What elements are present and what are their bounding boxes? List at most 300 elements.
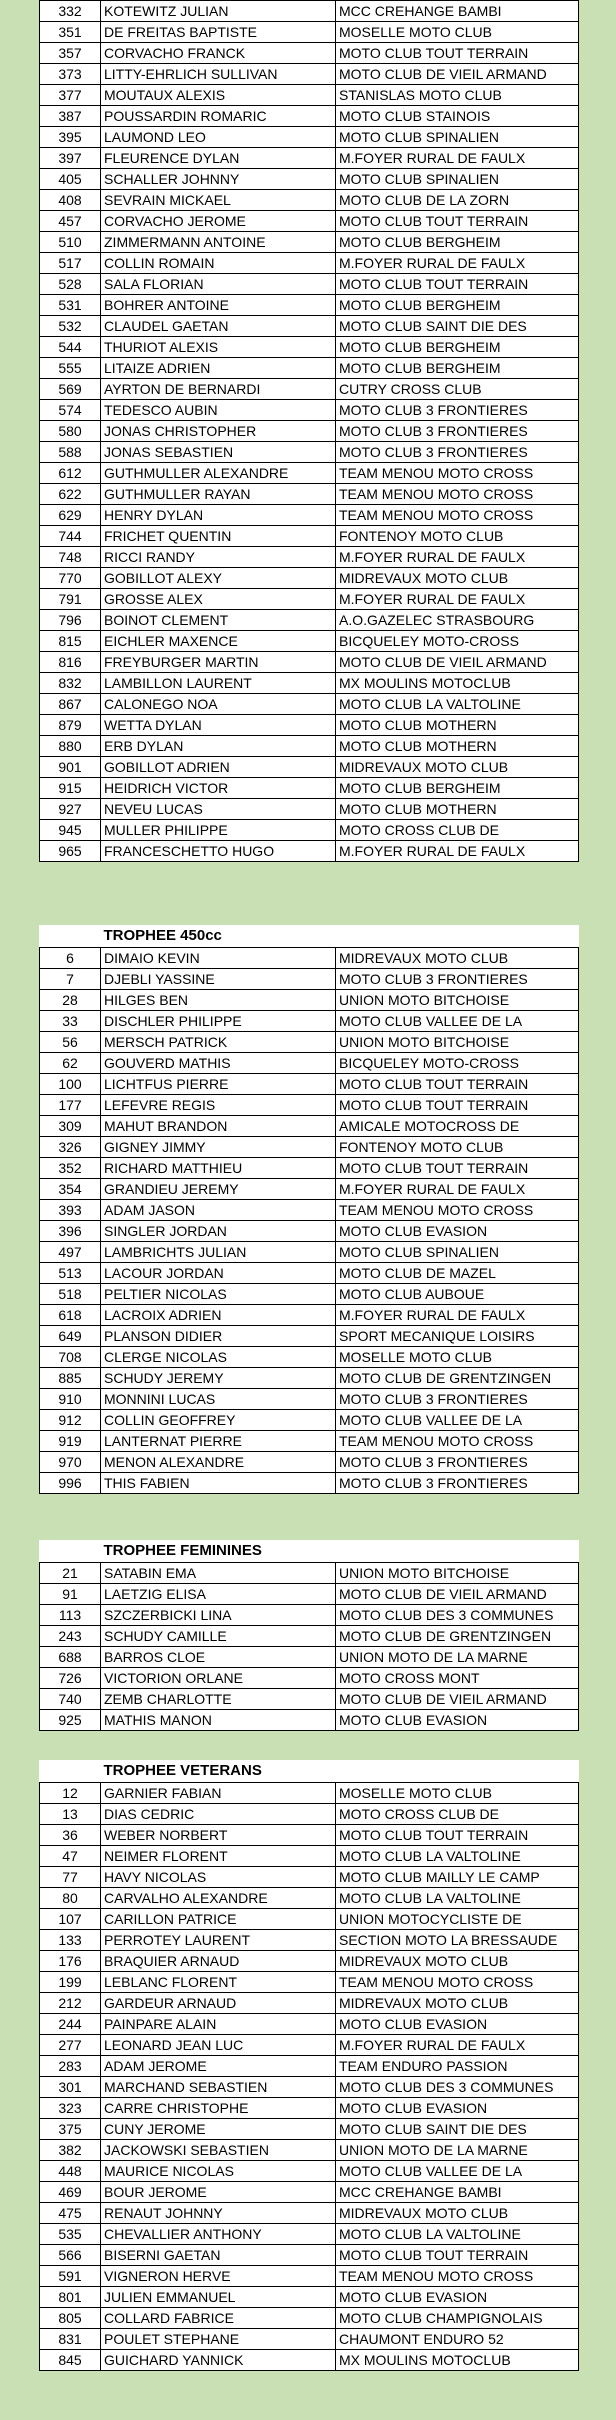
table-row	[40, 421, 579, 442]
rider-name: MAHUT BRANDON	[101, 1116, 336, 1137]
rider-name: DIMAIO KEVIN	[101, 948, 336, 969]
rider-number: 618	[40, 1305, 101, 1326]
rider-number: 408	[40, 190, 101, 211]
table-row	[40, 1095, 579, 1116]
rider-table	[39, 0, 579, 862]
rider-number: 740	[40, 1689, 101, 1710]
rider-number: 569	[40, 379, 101, 400]
rider-club: M.FOYER RURAL DE FAULX	[336, 2035, 579, 2056]
rider-club: MOTO CLUB MOTHERN	[336, 715, 579, 736]
table-row	[40, 610, 579, 631]
rider-name: KOTEWITZ JULIAN	[101, 1, 336, 22]
rider-club: MOTO CLUB EVASION	[336, 2014, 579, 2035]
rider-club: MOTO CLUB DE VIEIL ARMAND	[336, 1689, 579, 1710]
rider-club: MOTO CLUB BERGHEIM	[336, 232, 579, 253]
rider-number: 382	[40, 2140, 101, 2161]
rider-name: MAURICE NICOLAS	[101, 2161, 336, 2182]
table-row	[40, 232, 579, 253]
table-row	[40, 1647, 579, 1668]
rider-name: CUNY JEROME	[101, 2119, 336, 2140]
rider-name: PELTIER NICOLAS	[101, 1284, 336, 1305]
rider-club: MOTO CLUB BERGHEIM	[336, 778, 579, 799]
rider-name: CARRE CHRISTOPHE	[101, 2098, 336, 2119]
rider-name: PAINPARE ALAIN	[101, 2014, 336, 2035]
rider-club: MOTO CLUB VALLEE DE LA	[336, 1011, 579, 1032]
section-title: TROPHEE VETERANS	[103, 1762, 262, 1779]
rider-number: 7	[40, 969, 101, 990]
table-row	[40, 1326, 579, 1347]
table-row	[40, 2329, 579, 2350]
table-row	[40, 2056, 579, 2077]
rider-name: ZIMMERMANN ANTOINE	[101, 232, 336, 253]
rider-club: MOTO CLUB DE MAZEL	[336, 1263, 579, 1284]
table-row	[40, 1909, 579, 1930]
rider-name: POULET STEPHANE	[101, 2329, 336, 2350]
rider-name: MONNINI LUCAS	[101, 1389, 336, 1410]
rider-number: 816	[40, 652, 101, 673]
rider-number: 77	[40, 1867, 101, 1888]
rider-number: 244	[40, 2014, 101, 2035]
rider-number: 301	[40, 2077, 101, 2098]
rider-number: 62	[40, 1053, 101, 1074]
rider-club: MOTO CLUB LA VALTOLINE	[336, 1888, 579, 1909]
rider-name: BOINOT CLEMENT	[101, 610, 336, 631]
table-row	[40, 1825, 579, 1846]
rider-club: MIDREVAUX MOTO CLUB	[336, 948, 579, 969]
rider-name: LEFEVRE REGIS	[101, 1095, 336, 1116]
rider-name: GUICHARD YANNICK	[101, 2350, 336, 2371]
table-row	[40, 505, 579, 526]
rider-club: MOTO CLUB MOTHERN	[336, 736, 579, 757]
rider-club: TEAM MENOU MOTO CROSS	[336, 505, 579, 526]
table-row	[40, 358, 579, 379]
section-trophee-feminines	[39, 1540, 578, 1731]
table-row	[40, 1993, 579, 2014]
table-row	[40, 2182, 579, 2203]
rider-club: UNION MOTOCYCLISTE DE	[336, 1909, 579, 1930]
rider-club: MIDREVAUX MOTO CLUB	[336, 568, 579, 589]
table-row	[40, 1804, 579, 1825]
table-row	[40, 757, 579, 778]
rider-club: MOTO CLUB TOUT TERRAIN	[336, 1074, 579, 1095]
rider-name: LAETZIG ELISA	[101, 1584, 336, 1605]
table-row	[40, 316, 579, 337]
rider-club: MOTO CLUB DES 3 COMMUNES	[336, 2077, 579, 2098]
rider-name: LEONARD JEAN LUC	[101, 2035, 336, 2056]
rider-number: 113	[40, 1605, 101, 1626]
table-row	[40, 1, 579, 22]
rider-club: MOTO CLUB 3 FRONTIERES	[336, 400, 579, 421]
table-row	[40, 379, 579, 400]
section-trophee-450cc	[39, 925, 578, 1494]
rider-number: 831	[40, 2329, 101, 2350]
table-row	[40, 1888, 579, 1909]
rider-number: 469	[40, 2182, 101, 2203]
rider-name: WEBER NORBERT	[101, 1825, 336, 1846]
rider-number: 867	[40, 694, 101, 715]
rider-club: MOTO CLUB TOUT TERRAIN	[336, 1095, 579, 1116]
rider-club: MIDREVAUX MOTO CLUB	[336, 1951, 579, 1972]
rider-club: CHAUMONT ENDURO 52	[336, 2329, 579, 2350]
rider-name: SCHALLER JOHNNY	[101, 169, 336, 190]
rider-name: CLERGE NICOLAS	[101, 1347, 336, 1368]
table-row	[40, 2140, 579, 2161]
rider-number: 393	[40, 1200, 101, 1221]
rider-club: MOSELLE MOTO CLUB	[336, 1783, 579, 1804]
table-row	[40, 715, 579, 736]
rider-club: MOTO CLUB DE VIEIL ARMAND	[336, 64, 579, 85]
table-row	[40, 1689, 579, 1710]
rider-name: ADAM JEROME	[101, 2056, 336, 2077]
rider-number: 387	[40, 106, 101, 127]
rider-number: 965	[40, 841, 101, 862]
table-row	[40, 2119, 579, 2140]
rider-name: JACKOWSKI SEBASTIEN	[101, 2140, 336, 2161]
rider-number: 574	[40, 400, 101, 421]
table-row	[40, 2245, 579, 2266]
table-row	[40, 1783, 579, 1804]
table-row	[40, 2035, 579, 2056]
rider-number: 544	[40, 337, 101, 358]
rider-name: EICHLER MAXENCE	[101, 631, 336, 652]
rider-club: MOTO CLUB DE VIEIL ARMAND	[336, 1584, 579, 1605]
rider-club: MOTO CLUB MOTHERN	[336, 799, 579, 820]
rider-number: 176	[40, 1951, 101, 1972]
rider-name: LAMBRICHTS JULIAN	[101, 1242, 336, 1263]
rider-club: CUTRY CROSS CLUB	[336, 379, 579, 400]
rider-number: 323	[40, 2098, 101, 2119]
rider-club: MOTO CLUB LA VALTOLINE	[336, 694, 579, 715]
rider-club: UNION MOTO DE LA MARNE	[336, 2140, 579, 2161]
table-row	[40, 778, 579, 799]
table-row	[40, 1584, 579, 1605]
table-row	[40, 673, 579, 694]
rider-name: SEVRAIN MICKAEL	[101, 190, 336, 211]
rider-number: 56	[40, 1032, 101, 1053]
table-row	[40, 1263, 579, 1284]
rider-club: MOTO CLUB MAILLY LE CAMP	[336, 1867, 579, 1888]
table-row	[40, 1951, 579, 1972]
rider-number: 805	[40, 2308, 101, 2329]
table-row	[40, 1305, 579, 1326]
rider-name: GOBILLOT ADRIEN	[101, 757, 336, 778]
rider-number: 357	[40, 43, 101, 64]
table-row	[40, 148, 579, 169]
table-row	[40, 1137, 579, 1158]
rider-club: MOSELLE MOTO CLUB	[336, 22, 579, 43]
rider-club: M.FOYER RURAL DE FAULX	[336, 253, 579, 274]
rider-club: MOTO CROSS MONT	[336, 1668, 579, 1689]
rider-name: LICHTFUS PIERRE	[101, 1074, 336, 1095]
rider-number: 243	[40, 1626, 101, 1647]
rider-name: MENON ALEXANDRE	[101, 1452, 336, 1473]
rider-number: 744	[40, 526, 101, 547]
rider-name: GRANDIEU JEREMY	[101, 1179, 336, 1200]
rider-number: 177	[40, 1095, 101, 1116]
rider-number: 405	[40, 169, 101, 190]
rider-number: 510	[40, 232, 101, 253]
section-header-row	[40, 925, 579, 948]
rider-number: 518	[40, 1284, 101, 1305]
rider-name: HAVY NICOLAS	[101, 1867, 336, 1888]
rider-name: JULIEN EMMANUEL	[101, 2287, 336, 2308]
rider-number: 107	[40, 1909, 101, 1930]
rider-number: 801	[40, 2287, 101, 2308]
table-row	[40, 990, 579, 1011]
rider-number: 283	[40, 2056, 101, 2077]
table-row	[40, 2308, 579, 2329]
rider-club: AMICALE MOTOCROSS DE	[336, 1116, 579, 1137]
rider-club: MX MOULINS MOTOCLUB	[336, 673, 579, 694]
table-row	[40, 1972, 579, 1993]
rider-number: 457	[40, 211, 101, 232]
rider-name: CLAUDEL GAETAN	[101, 316, 336, 337]
rider-number: 332	[40, 1, 101, 22]
rider-club: FONTENOY MOTO CLUB	[336, 1137, 579, 1158]
rider-number: 373	[40, 64, 101, 85]
table-row	[40, 820, 579, 841]
table-row	[40, 1179, 579, 1200]
rider-club: MOTO CROSS CLUB DE	[336, 820, 579, 841]
rider-name: LAMBILLON LAURENT	[101, 673, 336, 694]
rider-name: SZCZERBICKI LINA	[101, 1605, 336, 1626]
rider-club: MOTO CLUB EVASION	[336, 2287, 579, 2308]
rider-club: TEAM MENOU MOTO CROSS	[336, 2266, 579, 2287]
table-row	[40, 2266, 579, 2287]
rider-number: 395	[40, 127, 101, 148]
rider-name: GIGNEY JIMMY	[101, 1137, 336, 1158]
table-row	[40, 442, 579, 463]
rider-table	[39, 925, 579, 1494]
table-row	[40, 948, 579, 969]
rider-name: LACOUR JORDAN	[101, 1263, 336, 1284]
rider-number: 100	[40, 1074, 101, 1095]
table-row	[40, 1867, 579, 1888]
rider-club: MOTO CLUB 3 FRONTIERES	[336, 421, 579, 442]
table-row	[40, 652, 579, 673]
rider-club: MOTO CLUB TOUT TERRAIN	[336, 211, 579, 232]
table-row	[40, 1347, 579, 1368]
rider-club: BICQUELEY MOTO-CROSS	[336, 1053, 579, 1074]
rider-number: 354	[40, 1179, 101, 1200]
rider-number: 80	[40, 1888, 101, 1909]
rider-number: 688	[40, 1647, 101, 1668]
table-row	[40, 190, 579, 211]
rider-number: 351	[40, 22, 101, 43]
table-row	[40, 2077, 579, 2098]
rider-number: 21	[40, 1563, 101, 1584]
table-row	[40, 568, 579, 589]
rider-club: MOTO CLUB 3 FRONTIERES	[336, 969, 579, 990]
rider-club: TEAM MENOU MOTO CROSS	[336, 484, 579, 505]
rider-name: GOBILLOT ALEXY	[101, 568, 336, 589]
rider-number: 531	[40, 295, 101, 316]
rider-name: BOUR JEROME	[101, 2182, 336, 2203]
rider-name: GARDEUR ARNAUD	[101, 1993, 336, 2014]
table-row	[40, 2014, 579, 2035]
rider-club: UNION MOTO BITCHOISE	[336, 990, 579, 1011]
rider-name: GUTHMULLER RAYAN	[101, 484, 336, 505]
rider-number: 919	[40, 1431, 101, 1452]
rider-number: 770	[40, 568, 101, 589]
table-row	[40, 736, 579, 757]
rider-name: FREYBURGER MARTIN	[101, 652, 336, 673]
rider-number: 36	[40, 1825, 101, 1846]
table-row	[40, 1563, 579, 1584]
rider-name: HEIDRICH VICTOR	[101, 778, 336, 799]
rider-number: 629	[40, 505, 101, 526]
rider-number: 912	[40, 1410, 101, 1431]
rider-number: 726	[40, 1668, 101, 1689]
table-row	[40, 1074, 579, 1095]
table-row	[40, 106, 579, 127]
rider-name: RICCI RANDY	[101, 547, 336, 568]
rider-name: CARVALHO ALEXANDRE	[101, 1888, 336, 1909]
table-row	[40, 1200, 579, 1221]
rider-club: MOTO CLUB BERGHEIM	[336, 358, 579, 379]
rider-club: A.O.GAZELEC STRASBOURG	[336, 610, 579, 631]
rider-club: MOSELLE MOTO CLUB	[336, 1347, 579, 1368]
table-row	[40, 1221, 579, 1242]
rider-name: SCHUDY CAMILLE	[101, 1626, 336, 1647]
table-row	[40, 547, 579, 568]
rider-name: PERROTEY LAURENT	[101, 1930, 336, 1951]
rider-name: BARROS CLOE	[101, 1647, 336, 1668]
table-row	[40, 22, 579, 43]
rider-name: MULLER PHILIPPE	[101, 820, 336, 841]
rider-club: MX MOULINS MOTOCLUB	[336, 2350, 579, 2371]
rider-name: PLANSON DIDIER	[101, 1326, 336, 1347]
table-row	[40, 1032, 579, 1053]
rider-number: 649	[40, 1326, 101, 1347]
table-row	[40, 337, 579, 358]
rider-name: AYRTON DE BERNARDI	[101, 379, 336, 400]
rider-name: DJEBLI YASSINE	[101, 969, 336, 990]
rider-name: CARILLON PATRICE	[101, 1909, 336, 1930]
table-row	[40, 1626, 579, 1647]
rider-number: 612	[40, 463, 101, 484]
rider-name: LITAIZE ADRIEN	[101, 358, 336, 379]
rider-club: UNION MOTO DE LA MARNE	[336, 1647, 579, 1668]
rider-club: MOTO CLUB 3 FRONTIERES	[336, 1452, 579, 1473]
table-row	[40, 1053, 579, 1074]
rider-number: 133	[40, 1930, 101, 1951]
table-row	[40, 169, 579, 190]
table-row	[40, 589, 579, 610]
rider-club: TEAM MENOU MOTO CROSS	[336, 1200, 579, 1221]
rider-name: TEDESCO AUBIN	[101, 400, 336, 421]
rider-name: CALONEGO NOA	[101, 694, 336, 715]
rider-number: 970	[40, 1452, 101, 1473]
rider-name: LACROIX ADRIEN	[101, 1305, 336, 1326]
rider-club: MCC CREHANGE BAMBI	[336, 2182, 579, 2203]
rider-name: HILGES BEN	[101, 990, 336, 1011]
rider-name: DISCHLER PHILIPPE	[101, 1011, 336, 1032]
rider-club: MOTO CLUB 3 FRONTIERES	[336, 1473, 579, 1494]
rider-club: SECTION MOTO LA BRESSAUDE	[336, 1930, 579, 1951]
rider-name: ADAM JASON	[101, 1200, 336, 1221]
rider-number: 915	[40, 778, 101, 799]
rider-name: GUTHMULLER ALEXANDRE	[101, 463, 336, 484]
rider-number: 845	[40, 2350, 101, 2371]
section-trophee-veterans	[39, 1760, 578, 2371]
rider-number: 591	[40, 2266, 101, 2287]
rider-name: SCHUDY JEREMY	[101, 1368, 336, 1389]
rider-number: 309	[40, 1116, 101, 1137]
rider-number: 566	[40, 2245, 101, 2266]
table-row	[40, 1473, 579, 1494]
rider-number: 945	[40, 820, 101, 841]
rider-name: POUSSARDIN ROMARIC	[101, 106, 336, 127]
rider-club: MOTO CLUB DES 3 COMMUNES	[336, 1605, 579, 1626]
rider-number: 532	[40, 316, 101, 337]
rider-name: RENAUT JOHNNY	[101, 2203, 336, 2224]
rider-name: BOHRER ANTOINE	[101, 295, 336, 316]
rider-club: MOTO CLUB VALLEE DE LA	[336, 2161, 579, 2182]
rider-number: 396	[40, 1221, 101, 1242]
rider-number: 377	[40, 85, 101, 106]
rider-number: 375	[40, 2119, 101, 2140]
rider-number: 91	[40, 1584, 101, 1605]
rider-number: 925	[40, 1710, 101, 1731]
rider-name: GARNIER FABIAN	[101, 1783, 336, 1804]
table-row	[40, 1368, 579, 1389]
rider-club: UNION MOTO BITCHOISE	[336, 1032, 579, 1053]
table-row	[40, 400, 579, 421]
rider-number: 879	[40, 715, 101, 736]
rider-number: 352	[40, 1158, 101, 1179]
table-row	[40, 2203, 579, 2224]
rider-name: BRAQUIER ARNAUD	[101, 1951, 336, 1972]
rider-number: 832	[40, 673, 101, 694]
rider-number: 748	[40, 547, 101, 568]
rider-club: SPORT MECANIQUE LOISIRS	[336, 1326, 579, 1347]
rider-name: LITTY-EHRLICH SULLIVAN	[101, 64, 336, 85]
rider-name: THURIOT ALEXIS	[101, 337, 336, 358]
table-row	[40, 295, 579, 316]
table-row	[40, 1011, 579, 1032]
table-row	[40, 631, 579, 652]
rider-name: MERSCH PATRICK	[101, 1032, 336, 1053]
rider-club: TEAM MENOU MOTO CROSS	[336, 1972, 579, 1993]
rider-number: 28	[40, 990, 101, 1011]
rider-table	[39, 1760, 579, 2371]
table-row	[40, 253, 579, 274]
table-row	[40, 1846, 579, 1867]
rider-club: M.FOYER RURAL DE FAULX	[336, 841, 579, 862]
rider-club: MOTO CLUB EVASION	[336, 1710, 579, 1731]
rider-name: VICTORION ORLANE	[101, 1668, 336, 1689]
rider-club: M.FOYER RURAL DE FAULX	[336, 589, 579, 610]
section-title: TROPHEE 450cc	[103, 927, 222, 944]
rider-name: NEVEU LUCAS	[101, 799, 336, 820]
rider-club: TEAM MENOU MOTO CROSS	[336, 1431, 579, 1452]
rider-club: MOTO CLUB TOUT TERRAIN	[336, 2245, 579, 2266]
rider-number: 535	[40, 2224, 101, 2245]
table-row	[40, 463, 579, 484]
rider-name: FLEURENCE DYLAN	[101, 148, 336, 169]
rider-club: MOTO CLUB DE GRENTZINGEN	[336, 1626, 579, 1647]
rider-name: DE FREITAS BAPTISTE	[101, 22, 336, 43]
rider-name: HENRY DYLAN	[101, 505, 336, 526]
rider-name: GROSSE ALEX	[101, 589, 336, 610]
rider-club: TEAM MENOU MOTO CROSS	[336, 463, 579, 484]
rider-number: 555	[40, 358, 101, 379]
table-row	[40, 1284, 579, 1305]
rider-club: M.FOYER RURAL DE FAULX	[336, 1179, 579, 1200]
rider-number: 528	[40, 274, 101, 295]
rider-name: FRANCESCHETTO HUGO	[101, 841, 336, 862]
